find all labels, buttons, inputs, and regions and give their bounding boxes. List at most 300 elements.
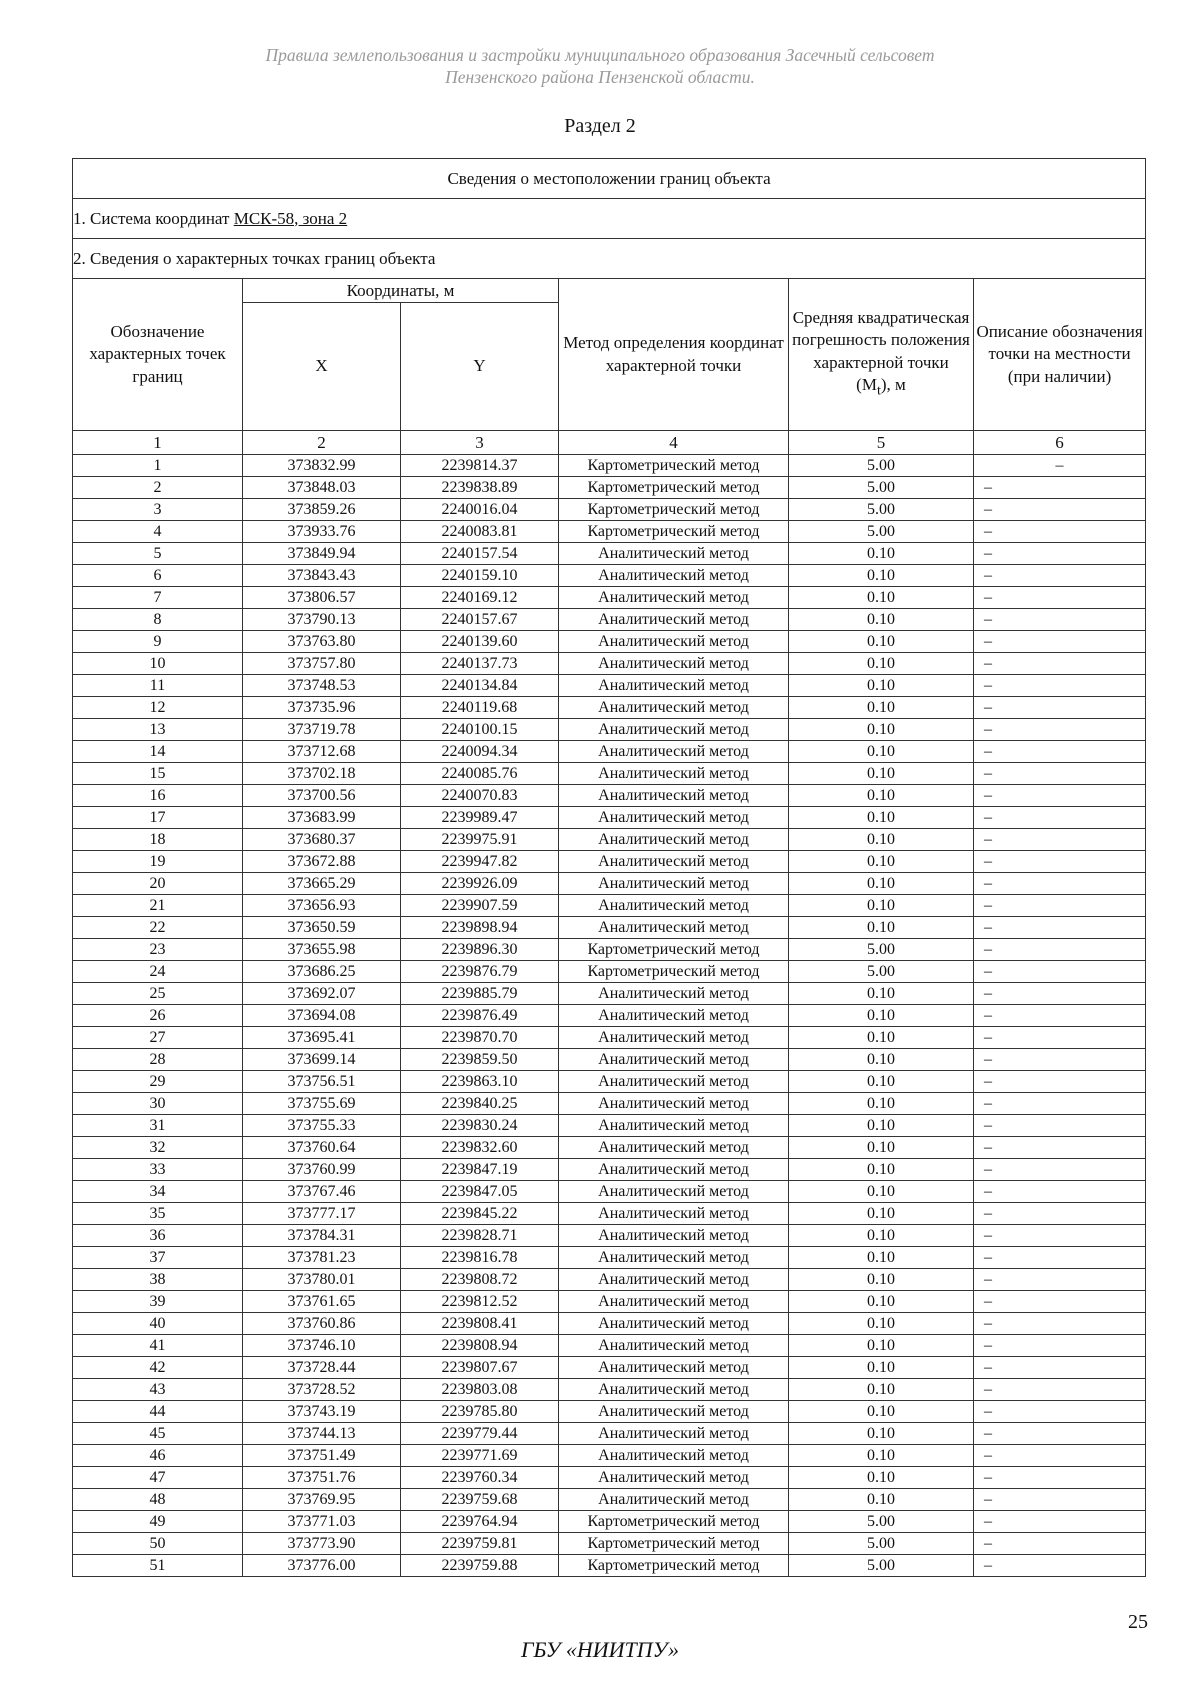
coordinate-y: 2240070.83 <box>401 785 559 807</box>
mean-error: 5.00 <box>789 1511 974 1533</box>
point-description: – <box>974 983 1146 1005</box>
method: Аналитический метод <box>559 1291 789 1313</box>
header-method: Метод определения координат характерной точки <box>559 279 789 431</box>
table-row <box>73 499 1146 521</box>
point-description: – <box>974 1137 1146 1159</box>
section-title: Раздел 2 <box>564 115 636 137</box>
coordinate-x: 373767.46 <box>243 1181 401 1203</box>
coordinate-x: 373784.31 <box>243 1225 401 1247</box>
table-row <box>73 565 1146 587</box>
coordinate-x: 373672.88 <box>243 851 401 873</box>
point-description: – <box>974 477 1146 499</box>
coordinate-y: 2240157.54 <box>401 543 559 565</box>
coordinate-x: 373755.69 <box>243 1093 401 1115</box>
coordinate-x: 373735.96 <box>243 697 401 719</box>
running-header-line-2: Пензенского района Пензенской области. <box>445 67 755 87</box>
coordinate-y: 2239812.52 <box>401 1291 559 1313</box>
method: Аналитический метод <box>559 1005 789 1027</box>
header-x: X <box>243 303 401 431</box>
point-description: – <box>974 521 1146 543</box>
coordinate-x: 373665.29 <box>243 873 401 895</box>
point-description: – <box>974 1159 1146 1181</box>
coordinate-y: 2239975.91 <box>401 829 559 851</box>
method: Картометрический метод <box>559 477 789 499</box>
coordinate-x: 373773.90 <box>243 1533 401 1555</box>
table-row <box>73 1291 1146 1313</box>
coordinate-x: 373680.37 <box>243 829 401 851</box>
header-coordinates: Координаты, м <box>243 279 559 303</box>
coordinate-y: 2240085.76 <box>401 763 559 785</box>
point-description: – <box>974 1357 1146 1379</box>
point-description: – <box>974 609 1146 631</box>
mean-error: 0.10 <box>789 565 974 587</box>
mean-error: 0.10 <box>789 1159 974 1181</box>
point-number: 32 <box>73 1137 243 1159</box>
header-description: Описание обозначения точки на местности (при наличии) <box>974 279 1146 431</box>
method: Аналитический метод <box>559 873 789 895</box>
mean-error: 0.10 <box>789 719 974 741</box>
method: Аналитический метод <box>559 1379 789 1401</box>
method: Аналитический метод <box>559 829 789 851</box>
coordinate-x: 373700.56 <box>243 785 401 807</box>
mean-error: 0.10 <box>789 1181 974 1203</box>
coordinate-x: 373694.08 <box>243 1005 401 1027</box>
coordinate-y: 2239926.09 <box>401 873 559 895</box>
mean-error: 0.10 <box>789 829 974 851</box>
method: Аналитический метод <box>559 1027 789 1049</box>
table-row <box>73 939 1146 961</box>
coordinate-y: 2239808.72 <box>401 1269 559 1291</box>
point-number: 40 <box>73 1313 243 1335</box>
point-number: 10 <box>73 653 243 675</box>
table-row <box>73 829 1146 851</box>
mean-error: 0.10 <box>789 917 974 939</box>
point-number: 45 <box>73 1423 243 1445</box>
mean-error: 0.10 <box>789 1093 974 1115</box>
coordinate-y: 2239759.68 <box>401 1489 559 1511</box>
table-row <box>73 653 1146 675</box>
coordinate-y: 2239876.49 <box>401 1005 559 1027</box>
coordinate-system-value: МСК-58, зона 2 <box>233 208 348 228</box>
table-row <box>73 543 1146 565</box>
coordinate-x: 373656.93 <box>243 895 401 917</box>
mean-error: 0.10 <box>789 587 974 609</box>
coordinate-y: 2239808.41 <box>401 1313 559 1335</box>
coordinate-y: 2239760.34 <box>401 1467 559 1489</box>
point-description: – <box>974 1555 1146 1577</box>
method: Аналитический метод <box>559 1489 789 1511</box>
mean-error: 0.10 <box>789 1401 974 1423</box>
coordinate-y: 2240094.34 <box>401 741 559 763</box>
coordinate-x: 373712.68 <box>243 741 401 763</box>
mean-error: 0.10 <box>789 1247 974 1269</box>
coordinate-x: 373806.57 <box>243 587 401 609</box>
point-description: – <box>974 1511 1146 1533</box>
table-row <box>73 1401 1146 1423</box>
point-number: 38 <box>73 1269 243 1291</box>
mean-error: 5.00 <box>789 1533 974 1555</box>
point-description: – <box>974 807 1146 829</box>
column-number: 4 <box>559 431 789 455</box>
coordinate-y: 2239807.67 <box>401 1357 559 1379</box>
coordinate-y: 2239764.94 <box>401 1511 559 1533</box>
point-description: – <box>974 1005 1146 1027</box>
coordinate-x: 373760.64 <box>243 1137 401 1159</box>
coordinate-x: 373777.17 <box>243 1203 401 1225</box>
point-number: 31 <box>73 1115 243 1137</box>
table-row <box>73 851 1146 873</box>
point-number: 6 <box>73 565 243 587</box>
mean-error: 0.10 <box>789 1335 974 1357</box>
point-description: – <box>974 631 1146 653</box>
coordinate-y: 2239845.22 <box>401 1203 559 1225</box>
method: Аналитический метод <box>559 1093 789 1115</box>
method: Аналитический метод <box>559 785 789 807</box>
mean-error: 0.10 <box>789 1269 974 1291</box>
boundary-points-table <box>72 158 1146 1577</box>
header-error-symbol: (M <box>856 375 877 395</box>
coordinate-system-label: 1. Система координат <box>73 208 234 228</box>
mean-error: 0.10 <box>789 543 974 565</box>
point-number: 14 <box>73 741 243 763</box>
method: Аналитический метод <box>559 763 789 785</box>
method: Аналитический метод <box>559 719 789 741</box>
coordinate-y: 2240083.81 <box>401 521 559 543</box>
point-description: – <box>974 1335 1146 1357</box>
coordinate-y: 2240134.84 <box>401 675 559 697</box>
header-error-unit: ), м <box>880 375 906 395</box>
point-description: – <box>974 1445 1146 1467</box>
method: Картометрический метод <box>559 1555 789 1577</box>
mean-error: 0.10 <box>789 1071 974 1093</box>
coordinate-x: 373763.80 <box>243 631 401 653</box>
coordinate-y: 2239876.79 <box>401 961 559 983</box>
point-description: – <box>974 741 1146 763</box>
method: Аналитический метод <box>559 1159 789 1181</box>
point-description: – <box>974 499 1146 521</box>
mean-error: 0.10 <box>789 1445 974 1467</box>
table-row <box>73 521 1146 543</box>
coordinate-y: 2239847.19 <box>401 1159 559 1181</box>
point-description: – <box>974 961 1146 983</box>
table-row <box>73 1071 1146 1093</box>
coordinate-y: 2239847.05 <box>401 1181 559 1203</box>
coordinate-y: 2239840.25 <box>401 1093 559 1115</box>
method: Картометрический метод <box>559 455 789 477</box>
table-caption: Сведения о местоположении границ объекта <box>73 159 1146 199</box>
table-row <box>73 1225 1146 1247</box>
coordinate-y: 2239814.37 <box>401 455 559 477</box>
coordinate-y: 2239896.30 <box>401 939 559 961</box>
coordinate-x: 373843.43 <box>243 565 401 587</box>
point-description: – <box>974 1115 1146 1137</box>
coordinate-x: 373655.98 <box>243 939 401 961</box>
table-row <box>73 1467 1146 1489</box>
coordinate-x: 373751.76 <box>243 1467 401 1489</box>
mean-error: 5.00 <box>789 499 974 521</box>
mean-error: 0.10 <box>789 1027 974 1049</box>
point-number: 24 <box>73 961 243 983</box>
table-row <box>73 1159 1146 1181</box>
table-row <box>73 983 1146 1005</box>
table-row <box>73 1379 1146 1401</box>
coordinate-y: 2239898.94 <box>401 917 559 939</box>
mean-error: 0.10 <box>789 851 974 873</box>
coordinate-y: 2240159.10 <box>401 565 559 587</box>
point-number: 33 <box>73 1159 243 1181</box>
point-description: – <box>974 1225 1146 1247</box>
mean-error: 0.10 <box>789 1313 974 1335</box>
coordinate-y: 2239759.81 <box>401 1533 559 1555</box>
point-number: 17 <box>73 807 243 829</box>
table-row <box>73 895 1146 917</box>
point-description: – <box>974 719 1146 741</box>
coordinate-x: 373695.41 <box>243 1027 401 1049</box>
method: Аналитический метод <box>559 851 789 873</box>
table-row <box>73 675 1146 697</box>
coordinate-y: 2239785.80 <box>401 1401 559 1423</box>
coordinate-y: 2239989.47 <box>401 807 559 829</box>
coordinate-x: 373650.59 <box>243 917 401 939</box>
table-row <box>73 1445 1146 1467</box>
point-number: 51 <box>73 1555 243 1577</box>
coordinate-x: 373769.95 <box>243 1489 401 1511</box>
point-number: 47 <box>73 1467 243 1489</box>
coordinate-y: 2240157.67 <box>401 609 559 631</box>
coordinate-x: 373686.25 <box>243 961 401 983</box>
method: Аналитический метод <box>559 1181 789 1203</box>
mean-error: 0.10 <box>789 763 974 785</box>
point-description: – <box>974 1313 1146 1335</box>
method: Аналитический метод <box>559 1137 789 1159</box>
point-description: – <box>974 1093 1146 1115</box>
point-description: – <box>974 1049 1146 1071</box>
table-row <box>73 1489 1146 1511</box>
method: Аналитический метод <box>559 1115 789 1137</box>
coordinate-y: 2239771.69 <box>401 1445 559 1467</box>
coordinate-y: 2239830.24 <box>401 1115 559 1137</box>
method: Картометрический метод <box>559 1533 789 1555</box>
coordinate-x: 373692.07 <box>243 983 401 1005</box>
method: Аналитический метод <box>559 675 789 697</box>
mean-error: 0.10 <box>789 631 974 653</box>
table-row <box>73 477 1146 499</box>
mean-error: 0.10 <box>789 653 974 675</box>
table-row <box>73 961 1146 983</box>
point-description: – <box>974 1181 1146 1203</box>
table-row <box>73 1049 1146 1071</box>
coordinate-y: 2240137.73 <box>401 653 559 675</box>
mean-error: 0.10 <box>789 1379 974 1401</box>
point-number: 46 <box>73 1445 243 1467</box>
point-description: – <box>974 1247 1146 1269</box>
mean-error: 0.10 <box>789 1005 974 1027</box>
coordinate-y: 2239885.79 <box>401 983 559 1005</box>
point-number: 37 <box>73 1247 243 1269</box>
method: Картометрический метод <box>559 961 789 983</box>
points-section-title: 2. Сведения о характерных точках границ объекта <box>73 239 1146 279</box>
coordinate-y: 2239803.08 <box>401 1379 559 1401</box>
method: Аналитический метод <box>559 983 789 1005</box>
point-description: – <box>974 587 1146 609</box>
point-number: 42 <box>73 1357 243 1379</box>
point-description: – <box>974 1533 1146 1555</box>
point-number: 11 <box>73 675 243 697</box>
method: Аналитический метод <box>559 565 789 587</box>
method: Аналитический метод <box>559 1049 789 1071</box>
point-number: 22 <box>73 917 243 939</box>
point-number: 23 <box>73 939 243 961</box>
method: Аналитический метод <box>559 1269 789 1291</box>
point-description: – <box>974 1291 1146 1313</box>
coordinate-y: 2240016.04 <box>401 499 559 521</box>
coordinate-x: 373728.52 <box>243 1379 401 1401</box>
mean-error: 0.10 <box>789 697 974 719</box>
coordinate-x: 373760.99 <box>243 1159 401 1181</box>
table-row <box>73 587 1146 609</box>
mean-error: 0.10 <box>789 609 974 631</box>
coordinate-y: 2239808.94 <box>401 1335 559 1357</box>
point-number: 1 <box>73 455 243 477</box>
point-description: – <box>974 1027 1146 1049</box>
point-number: 29 <box>73 1071 243 1093</box>
coordinate-x: 373683.99 <box>243 807 401 829</box>
table-row <box>73 785 1146 807</box>
mean-error: 0.10 <box>789 1115 974 1137</box>
point-number: 39 <box>73 1291 243 1313</box>
coordinate-y: 2239779.44 <box>401 1423 559 1445</box>
coordinate-y: 2239838.89 <box>401 477 559 499</box>
point-number: 50 <box>73 1533 243 1555</box>
method: Аналитический метод <box>559 1357 789 1379</box>
point-description: – <box>974 675 1146 697</box>
coordinate-x: 373757.80 <box>243 653 401 675</box>
table-row <box>73 1247 1146 1269</box>
footer-organization: ГБУ «НИИТПУ» <box>520 1637 680 1662</box>
table-row <box>73 1181 1146 1203</box>
mean-error: 0.10 <box>789 1423 974 1445</box>
table-row <box>73 1335 1146 1357</box>
point-number: 28 <box>73 1049 243 1071</box>
mean-error: 5.00 <box>789 1555 974 1577</box>
mean-error: 0.10 <box>789 1467 974 1489</box>
mean-error: 5.00 <box>789 477 974 499</box>
table-row <box>73 1423 1146 1445</box>
table-row <box>73 1115 1146 1137</box>
coordinate-x: 373771.03 <box>243 1511 401 1533</box>
coordinate-x: 373849.94 <box>243 543 401 565</box>
table-row <box>73 763 1146 785</box>
mean-error: 0.10 <box>789 1357 974 1379</box>
method: Аналитический метод <box>559 1225 789 1247</box>
table-row <box>73 741 1146 763</box>
mean-error: 0.10 <box>789 675 974 697</box>
point-description: – <box>974 1489 1146 1511</box>
point-number: 16 <box>73 785 243 807</box>
coordinate-x: 373744.13 <box>243 1423 401 1445</box>
point-description: – <box>974 851 1146 873</box>
point-description: – <box>974 1379 1146 1401</box>
coordinate-x: 373728.44 <box>243 1357 401 1379</box>
coordinate-y: 2239947.82 <box>401 851 559 873</box>
table-row <box>73 609 1146 631</box>
method: Аналитический метод <box>559 895 789 917</box>
table-row <box>73 1005 1146 1027</box>
point-description: – <box>974 653 1146 675</box>
method: Аналитический метод <box>559 1335 789 1357</box>
mean-error: 5.00 <box>789 961 974 983</box>
point-description: – <box>974 895 1146 917</box>
point-description: – <box>974 1423 1146 1445</box>
method: Аналитический метод <box>559 1071 789 1093</box>
point-description: – <box>974 1203 1146 1225</box>
coordinate-y: 2239832.60 <box>401 1137 559 1159</box>
point-number: 19 <box>73 851 243 873</box>
table-row <box>73 1203 1146 1225</box>
point-number: 21 <box>73 895 243 917</box>
column-numbers-row <box>73 431 1146 455</box>
mean-error: 5.00 <box>789 521 974 543</box>
point-number: 7 <box>73 587 243 609</box>
point-number: 44 <box>73 1401 243 1423</box>
method: Аналитический метод <box>559 807 789 829</box>
coordinate-x: 373780.01 <box>243 1269 401 1291</box>
coordinate-x: 373781.23 <box>243 1247 401 1269</box>
point-number: 36 <box>73 1225 243 1247</box>
mean-error: 0.10 <box>789 1489 974 1511</box>
coordinate-x: 373933.76 <box>243 521 401 543</box>
table-row <box>73 1555 1146 1577</box>
point-description: – <box>974 785 1146 807</box>
method: Аналитический метод <box>559 1313 789 1335</box>
coordinate-x: 373760.86 <box>243 1313 401 1335</box>
column-number: 5 <box>789 431 974 455</box>
method: Аналитический метод <box>559 697 789 719</box>
coordinate-system-row <box>73 199 1146 239</box>
method: Аналитический метод <box>559 1423 789 1445</box>
point-number: 9 <box>73 631 243 653</box>
point-number: 49 <box>73 1511 243 1533</box>
point-number: 27 <box>73 1027 243 1049</box>
mean-error: 0.10 <box>789 1137 974 1159</box>
mean-error: 0.10 <box>789 895 974 917</box>
table-row <box>73 1533 1146 1555</box>
point-description: – <box>974 917 1146 939</box>
table-row <box>73 873 1146 895</box>
point-number: 41 <box>73 1335 243 1357</box>
coordinate-x: 373859.26 <box>243 499 401 521</box>
point-description: – <box>974 565 1146 587</box>
table-row <box>73 719 1146 741</box>
coordinate-y: 2239828.71 <box>401 1225 559 1247</box>
point-description: – <box>974 455 1146 477</box>
table-row <box>73 1357 1146 1379</box>
method: Аналитический метод <box>559 1203 789 1225</box>
mean-error: 0.10 <box>789 873 974 895</box>
coordinate-x: 373748.53 <box>243 675 401 697</box>
point-number: 25 <box>73 983 243 1005</box>
header-y: Y <box>401 303 559 431</box>
coordinate-x: 373702.18 <box>243 763 401 785</box>
coordinate-x: 373776.00 <box>243 1555 401 1577</box>
coordinate-y: 2239816.78 <box>401 1247 559 1269</box>
header-designation: Обозначение характерных точек границ <box>73 279 243 431</box>
table-row <box>73 1027 1146 1049</box>
coordinate-x: 373755.33 <box>243 1115 401 1137</box>
point-description: – <box>974 763 1146 785</box>
coordinate-y: 2240139.60 <box>401 631 559 653</box>
coordinate-x: 373743.19 <box>243 1401 401 1423</box>
